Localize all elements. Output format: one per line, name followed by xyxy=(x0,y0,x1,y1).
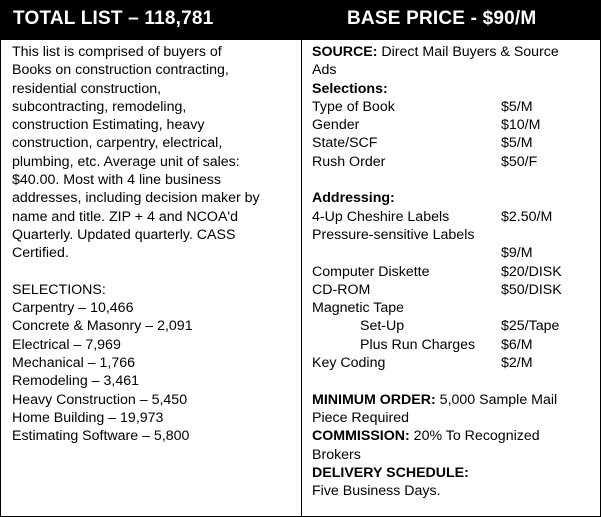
base-price-title: BASE PRICE - $90/M xyxy=(347,8,537,29)
source-label: SOURCE: xyxy=(312,44,378,60)
list-item: Estimating Software – 5,800 xyxy=(12,428,190,445)
description-column xyxy=(12,43,298,446)
price-row: Rush Order $50/F xyxy=(312,153,538,170)
source-text: Direct Mail Buyers & Source xyxy=(377,44,559,60)
column-divider xyxy=(301,40,302,516)
source-line-2: Ads xyxy=(312,62,337,79)
price-row: Key Coding $2/M xyxy=(312,355,533,372)
list-item: Concrete & Masonry – 2,091 xyxy=(12,318,193,335)
selections-heading-right: Selections: xyxy=(312,80,388,97)
price-row: Pressure-sensitive Labels xyxy=(312,226,475,243)
description-line: plumbing, etc. Average unit of sales: xyxy=(12,153,240,170)
list-item: Remodeling – 3,461 xyxy=(12,373,139,390)
pricing-column xyxy=(312,43,598,500)
price-row: CD-ROM $50/DISK xyxy=(312,281,562,298)
list-item: Heavy Construction – 5,450 xyxy=(12,391,188,408)
description-line: Quarterly. Updated quarterly. CASS xyxy=(12,226,236,243)
price-row: 4-Up Cheshire Labels $2.50/M xyxy=(312,208,553,225)
price-row: Magnetic Tape xyxy=(312,300,405,317)
list-item: Electrical – 7,969 xyxy=(12,336,121,353)
price-row: Plus Run Charges $6/M xyxy=(360,336,533,353)
description-line: subcontracting, remodeling, xyxy=(12,98,187,115)
commission-label: COMMISSION: xyxy=(312,428,410,445)
total-list-title: TOTAL LIST – 118,781 xyxy=(13,8,214,29)
description-line: residential construction, xyxy=(12,80,162,97)
source-line xyxy=(312,43,598,61)
delivery-schedule-heading: DELIVERY SCHEDULE: xyxy=(312,464,469,481)
price-row: $9/M xyxy=(501,245,533,262)
addressing-heading: Addressing: xyxy=(312,190,395,207)
price-row: Gender $10/M xyxy=(312,117,541,134)
commission-line: COMMISSION: 20% To Recognized xyxy=(312,428,540,445)
price-row: Type of Book $5/M xyxy=(312,98,533,115)
description-line: addresses, including decision maker by xyxy=(12,190,260,207)
minimum-order-line-2: Piece Required xyxy=(312,409,410,426)
description-line: construction Estimating, heavy xyxy=(12,117,205,134)
header-bar xyxy=(1,1,600,40)
description-line: name and title. ZIP + 4 and NCOA'd xyxy=(12,208,239,225)
price-row: Set-Up $25/Tape xyxy=(360,318,560,335)
commission-line-2: Brokers xyxy=(312,446,361,463)
selections-list xyxy=(12,299,298,445)
description-text xyxy=(12,43,298,263)
description-line: Certified. xyxy=(12,245,69,262)
list-item: Carpentry – 10,466 xyxy=(12,300,134,317)
description-line: This list is comprised of buyers of xyxy=(12,44,222,60)
delivery-schedule-text: Five Business Days. xyxy=(312,483,441,500)
price-row: State/SCF $5/M xyxy=(312,135,533,152)
description-line: Books on construction contracting, xyxy=(12,62,229,79)
minimum-order-label: MINIMUM ORDER: xyxy=(312,391,436,408)
description-line: construction, carpentry, electrical, xyxy=(12,135,223,152)
selections-heading: SELECTIONS: xyxy=(12,281,106,298)
description-line: $40.00. Most with 4 line business xyxy=(12,172,221,189)
list-item: Mechanical – 1,766 xyxy=(12,355,136,372)
price-row: Computer Diskette $20/DISK xyxy=(312,263,562,280)
minimum-order-line: MINIMUM ORDER: 5,000 Sample Mail xyxy=(312,391,558,408)
list-item: Home Building – 19,973 xyxy=(12,409,164,426)
